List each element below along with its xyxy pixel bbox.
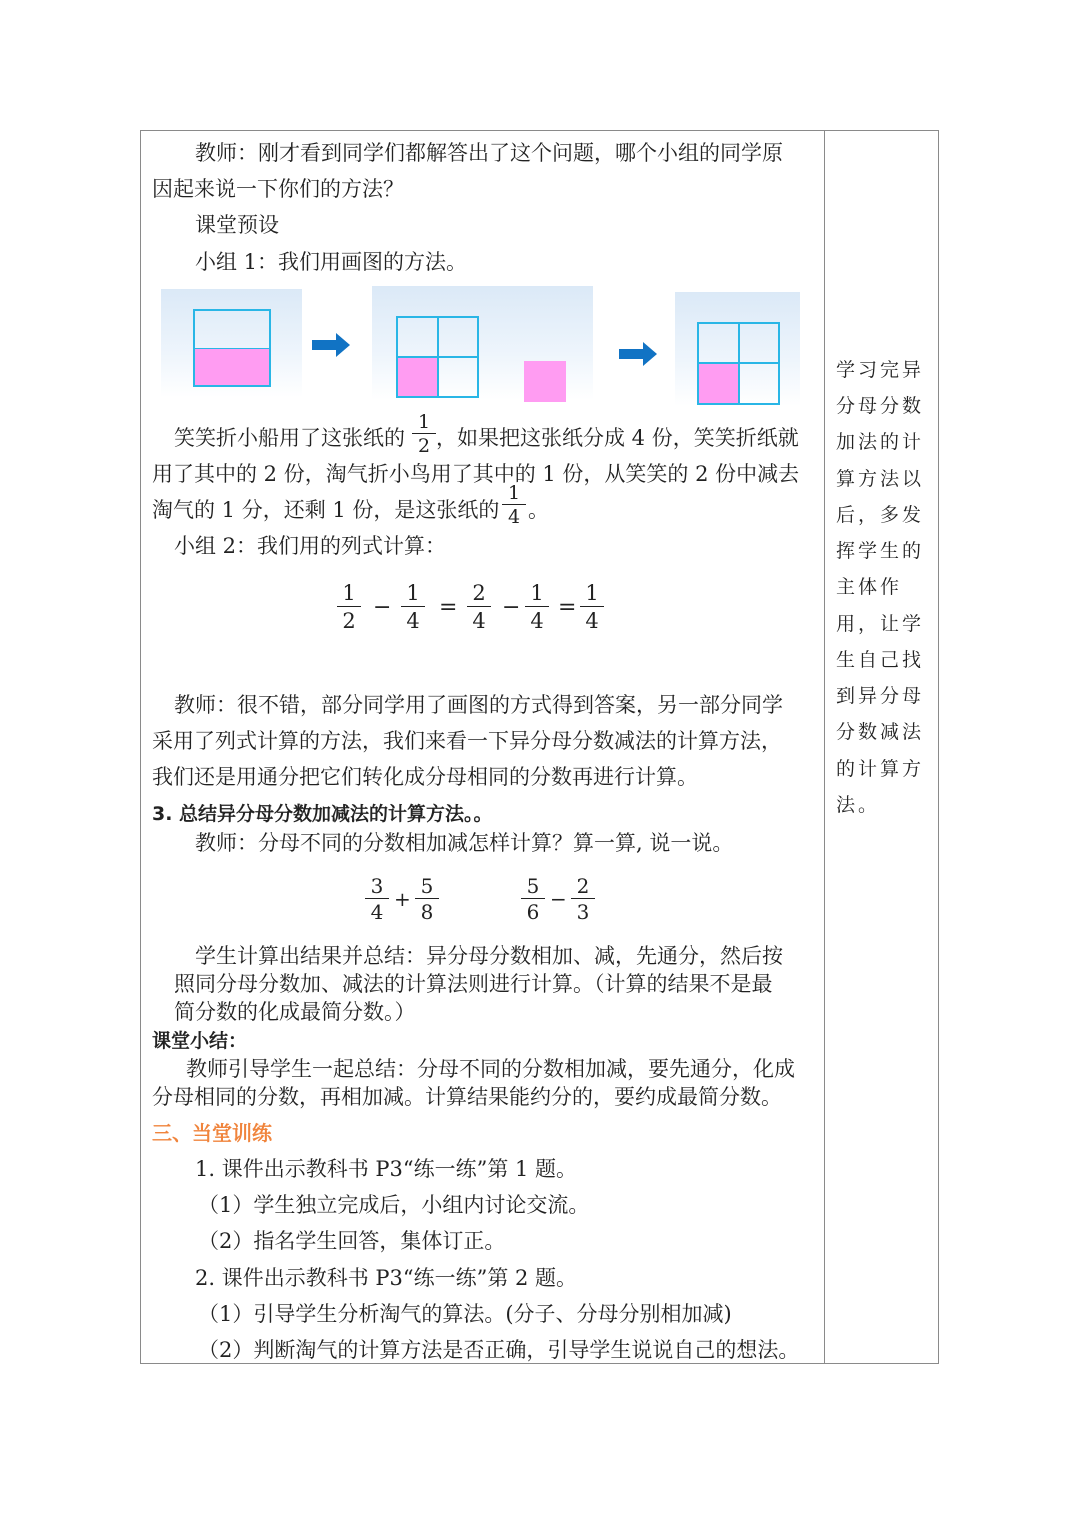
fraction-denominator: 3 bbox=[576, 900, 590, 924]
fraction-numerator: 1 bbox=[406, 581, 420, 605]
exercise1-fraction-a bbox=[365, 876, 389, 922]
exercise2-fraction-b bbox=[571, 876, 595, 922]
fraction-bar bbox=[571, 898, 595, 899]
teacher-remark-line2: 采用了列式计算的方法，我们来看一下异分母分数减法的计算方法， bbox=[152, 729, 782, 753]
sidebar-note-line: 的计算方 bbox=[836, 758, 925, 780]
minus-sign: − bbox=[502, 595, 521, 620]
student-summary-line1: 学生计算出结果并总结：异分母分数相加、减，先通分，然后按 bbox=[195, 944, 783, 968]
fraction-numerator: 1 bbox=[417, 411, 431, 433]
equation-fraction-4 bbox=[525, 582, 549, 632]
sidebar-note-line: 到异分母 bbox=[836, 685, 925, 707]
explanation-line2: 用了其中的 2 份，淘气折小鸟用了其中的 1 份，从笑笑的 2 份中减去 bbox=[152, 462, 800, 486]
fraction-bar bbox=[502, 504, 526, 505]
sidebar-note-line: 分数减法 bbox=[836, 721, 925, 743]
fraction-denominator: 8 bbox=[420, 900, 434, 924]
preset-label: 课堂预设 bbox=[195, 213, 279, 237]
teacher-remark-line1: 教师：很不错，部分同学用了画图的方式得到答案，另一部分同学 bbox=[174, 693, 783, 717]
fraction-denominator: 4 bbox=[507, 506, 521, 528]
equation-fraction-1 bbox=[337, 582, 361, 632]
sidebar-note-line: 挥学生的 bbox=[836, 540, 925, 562]
practice-section-title: 三、当堂训练 bbox=[152, 1121, 272, 1145]
minus-sign: − bbox=[373, 595, 392, 620]
teacher-remark-line3: 我们还是用通分把它们转化成分母相同的分数再进行计算。 bbox=[152, 765, 698, 789]
minus-sign: − bbox=[550, 887, 567, 911]
practice-item-1-sub-2: （2）指名学生回答，集体订正。 bbox=[198, 1229, 506, 1253]
group1-label: 小组 1：我们用画图的方法。 bbox=[195, 250, 468, 274]
arrow-right-icon bbox=[312, 333, 350, 357]
figure2-pink-quarter bbox=[398, 357, 437, 396]
fraction-numerator: 1 bbox=[342, 581, 356, 605]
equation-fraction-3 bbox=[467, 582, 491, 632]
column-divider bbox=[824, 130, 825, 1364]
fraction-denominator: 4 bbox=[406, 609, 420, 633]
teacher-question: 教师：分母不同的分数相加减怎样计算？算一算, 说一说。 bbox=[195, 831, 734, 855]
figure3-pink-quarter bbox=[699, 364, 738, 403]
figure1-top-half bbox=[193, 309, 271, 349]
fraction-denominator: 2 bbox=[342, 609, 356, 633]
class-summary-title: 课堂小结： bbox=[152, 1030, 248, 1052]
fraction-denominator: 4 bbox=[585, 609, 599, 633]
fraction-numerator: 1 bbox=[585, 581, 599, 605]
fraction-numerator: 1 bbox=[530, 581, 544, 605]
explanation-line3b: 。 bbox=[528, 498, 549, 522]
fraction-denominator: 6 bbox=[526, 900, 540, 924]
fraction-bar bbox=[365, 898, 389, 899]
sidebar-note-line: 生自己找 bbox=[836, 649, 925, 671]
practice-item-2-sub-2: （2）判断淘气的计算方法是否正确，引导学生说说自己的想法。 bbox=[198, 1338, 800, 1362]
equals-sign: = bbox=[558, 595, 577, 620]
explanation-line1a: 笑笑折小船用了这张纸的 bbox=[174, 426, 405, 450]
group2-label: 小组 2：我们用的列式计算： bbox=[174, 534, 447, 558]
class-summary-line2: 分母相同的分数，再相加减。计算结果能约分的，要约成最简分数。 bbox=[152, 1085, 782, 1109]
fraction-bar bbox=[580, 606, 604, 607]
fraction-bar bbox=[401, 606, 425, 607]
practice-item-1: 1. 课件出示教科书 P3“练一练”第 1 题。 bbox=[195, 1157, 578, 1181]
equation-fraction-2 bbox=[401, 582, 425, 632]
fraction-numerator: 3 bbox=[370, 874, 384, 898]
teacher-question-line2: 因起来说一下你们的方法？ bbox=[152, 177, 404, 201]
fraction-bar bbox=[467, 606, 491, 607]
sidebar-note-line: 分母分数 bbox=[836, 395, 925, 417]
fraction-numerator: 2 bbox=[472, 581, 486, 605]
fraction-numerator: 5 bbox=[526, 874, 540, 898]
fraction-bar bbox=[337, 606, 361, 607]
figure2-hline bbox=[396, 356, 479, 358]
explanation-line3a: 淘气的 1 分，还剩 1 份，是这张纸的 bbox=[152, 498, 500, 522]
fraction-bar bbox=[521, 898, 545, 899]
plus-sign: + bbox=[394, 887, 411, 911]
student-summary-line2: 照同分母分数加、减法的计算法则进行计算。（计算的结果不是最 bbox=[174, 972, 773, 996]
equals-sign: = bbox=[439, 595, 458, 620]
explanation-line1b: ，如果把这张纸分成 4 份，笑笑折纸就 bbox=[436, 426, 799, 450]
fraction-half bbox=[412, 413, 436, 455]
sidebar-note-line: 学习完异 bbox=[836, 359, 925, 381]
practice-item-2-sub-1: （1）引导学生分析淘气的算法。(分子、分母分别相加减) bbox=[198, 1302, 732, 1326]
sidebar-note-line: 加法的计 bbox=[836, 431, 925, 453]
arrow-right-icon bbox=[619, 342, 657, 366]
figure1-pink-half bbox=[193, 348, 271, 387]
fraction-denominator: 4 bbox=[370, 900, 384, 924]
fraction-bar bbox=[415, 898, 439, 899]
fraction-numerator: 1 bbox=[507, 482, 521, 504]
exercise1-fraction-b bbox=[415, 876, 439, 922]
equation-fraction-5 bbox=[580, 582, 604, 632]
fraction-denominator: 4 bbox=[530, 609, 544, 633]
figure3-hline bbox=[697, 362, 780, 364]
figure2-removed-piece bbox=[524, 361, 566, 402]
sidebar-note-line: 法。 bbox=[836, 794, 881, 816]
student-summary-line3: 简分数的化成最简分数。） bbox=[174, 1000, 416, 1024]
exercise2-fraction-a bbox=[521, 876, 545, 922]
section3-title: 3. 总结异分母分数加减法的计算方法。。 bbox=[152, 803, 493, 825]
sidebar-note-line: 用，让学 bbox=[836, 613, 925, 635]
sidebar-note-line: 算方法以 bbox=[836, 468, 925, 490]
sidebar-note-line: 主体作 bbox=[836, 576, 903, 598]
fraction-denominator: 2 bbox=[417, 435, 431, 457]
teacher-question-line1: 教师：刚才看到同学们都解答出了这个问题，哪个小组的同学原 bbox=[195, 141, 783, 165]
fraction-denominator: 4 bbox=[472, 609, 486, 633]
practice-item-2: 2. 课件出示教科书 P3“练一练”第 2 题。 bbox=[195, 1266, 578, 1290]
class-summary-line1: 教师引导学生一起总结：分母不同的分数相加减，要先通分，化成 bbox=[186, 1057, 795, 1081]
practice-item-1-sub-1: （1）学生独立完成后，小组内讨论交流。 bbox=[198, 1193, 590, 1217]
fraction-quarter bbox=[502, 484, 526, 526]
sidebar-note-line: 后，多发 bbox=[836, 504, 925, 526]
fraction-bar bbox=[412, 433, 436, 434]
fraction-numerator: 2 bbox=[576, 874, 590, 898]
fraction-bar bbox=[525, 606, 549, 607]
fraction-numerator: 5 bbox=[420, 874, 434, 898]
